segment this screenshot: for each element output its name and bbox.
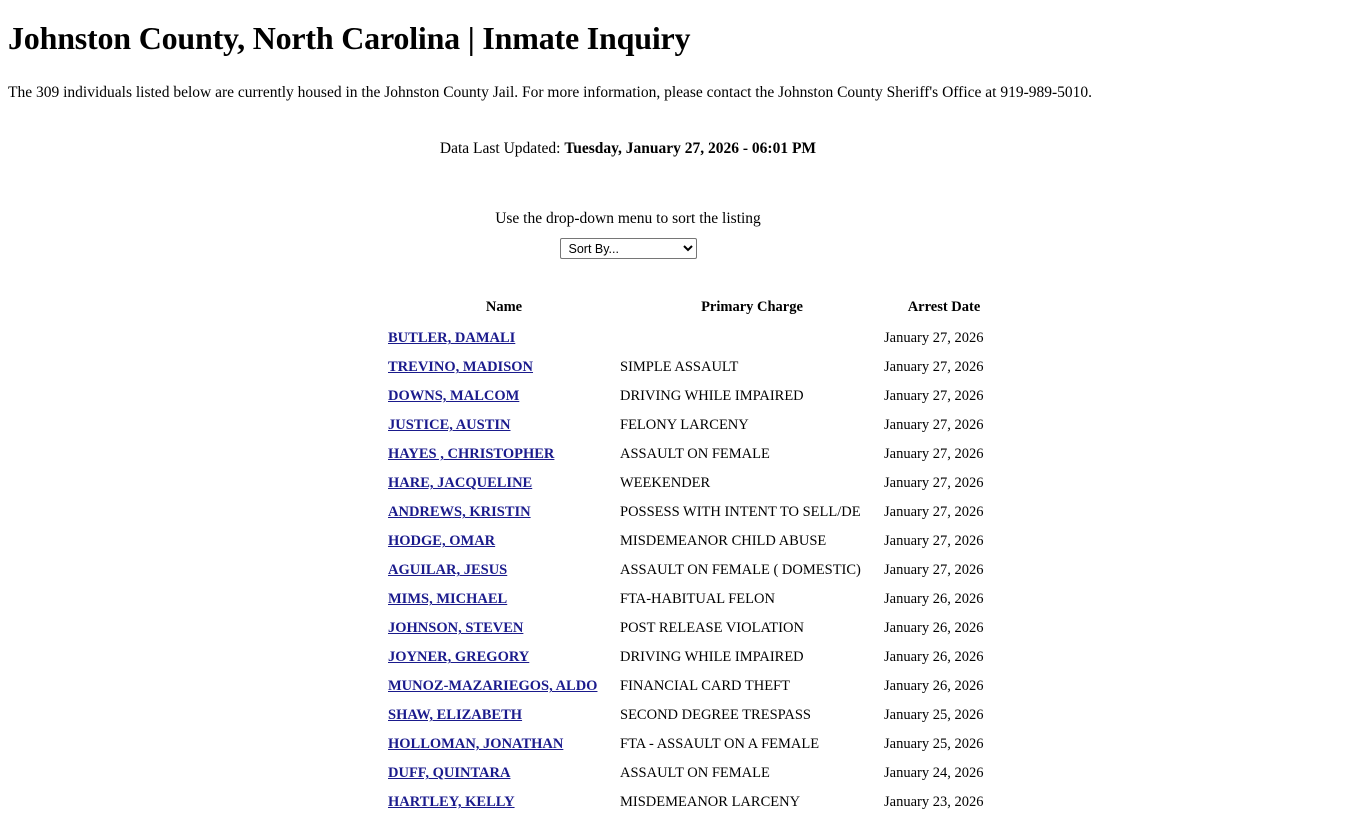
row-spacer-right bbox=[1004, 556, 1366, 585]
table-row bbox=[8, 614, 1366, 643]
cell-arrest-date: January 26, 2026 bbox=[884, 649, 984, 666]
table-row bbox=[8, 324, 1366, 353]
cell-primary-charge: DRIVING WHILE IMPAIRED bbox=[620, 649, 804, 666]
cell-primary-charge: FTA - ASSAULT ON A FEMALE bbox=[620, 736, 820, 753]
row-spacer-right bbox=[1004, 643, 1366, 672]
row-spacer-right bbox=[1004, 614, 1366, 643]
cell-inmate-name bbox=[388, 701, 620, 730]
cell-primary-charge: POST RELEASE VIOLATION bbox=[620, 620, 804, 637]
table-header-row bbox=[8, 299, 1366, 324]
data-last-updated-value: Tuesday, January 27, 2026 - 06:01 PM bbox=[564, 140, 817, 158]
inmate-table bbox=[8, 299, 1366, 817]
cell-inmate-name bbox=[388, 759, 620, 788]
inmate-table-head bbox=[8, 299, 1366, 324]
sort-hint-text: Use the drop-down menu to sort the listing bbox=[495, 210, 761, 228]
cell-primary-charge: ASSAULT ON FEMALE bbox=[620, 765, 770, 782]
cell-primary-charge: ASSAULT ON FEMALE ( DOMESTIC) bbox=[620, 562, 861, 579]
cell-arrest-date: January 26, 2026 bbox=[884, 620, 984, 637]
table-row bbox=[8, 556, 1366, 585]
row-spacer-left bbox=[8, 759, 388, 788]
table-row bbox=[8, 643, 1366, 672]
cell-primary-charge: POSSESS WITH INTENT TO SELL/DE bbox=[620, 504, 861, 521]
cell-inmate-name bbox=[388, 672, 620, 701]
inmate-name-link[interactable]: HODGE, OMAR bbox=[388, 533, 496, 550]
row-spacer-left bbox=[8, 411, 388, 440]
inmate-name-link[interactable]: HARE, JACQUELINE bbox=[388, 475, 533, 492]
row-spacer-right bbox=[1004, 411, 1366, 440]
cell-inmate-name bbox=[388, 469, 620, 498]
cell-inmate-name bbox=[388, 324, 620, 353]
row-spacer-left bbox=[8, 643, 388, 672]
row-spacer-left bbox=[8, 469, 388, 498]
cell-arrest-date: January 27, 2026 bbox=[884, 359, 984, 376]
data-last-updated bbox=[8, 140, 1358, 158]
cell-arrest-date: January 27, 2026 bbox=[884, 446, 984, 463]
intro-paragraph: The 309 individuals listed below are currently housed in the Johnston County Jail. For more information, please contact the Johnston County Sheriff's Office at 919-989-5010. bbox=[8, 83, 1093, 101]
row-spacer-right bbox=[1004, 382, 1366, 411]
row-spacer-right bbox=[1004, 469, 1366, 498]
cell-arrest-date: January 27, 2026 bbox=[884, 562, 984, 579]
inmate-name-link[interactable]: BUTLER, DAMALI bbox=[388, 330, 516, 347]
sort-by-select[interactable] bbox=[560, 238, 697, 259]
cell-arrest-date: January 25, 2026 bbox=[884, 736, 984, 753]
column-header-arrest-date: Arrest Date bbox=[907, 299, 981, 316]
cell-arrest-date: January 26, 2026 bbox=[884, 591, 984, 608]
table-row bbox=[8, 759, 1366, 788]
inmate-name-link[interactable]: SHAW, ELIZABETH bbox=[388, 707, 523, 724]
row-spacer-right bbox=[1004, 498, 1366, 527]
row-spacer-left bbox=[8, 324, 388, 353]
cell-inmate-name bbox=[388, 527, 620, 556]
cell-inmate-name bbox=[388, 614, 620, 643]
cell-arrest-date: January 25, 2026 bbox=[884, 707, 984, 724]
row-spacer-right bbox=[1004, 672, 1366, 701]
cell-primary-charge: SIMPLE ASSAULT bbox=[620, 359, 739, 376]
cell-primary-charge: ASSAULT ON FEMALE bbox=[620, 446, 770, 463]
table-row bbox=[8, 730, 1366, 759]
table-row bbox=[8, 353, 1366, 382]
row-spacer-left bbox=[8, 701, 388, 730]
row-spacer-left bbox=[8, 353, 388, 382]
table-row bbox=[8, 469, 1366, 498]
cell-arrest-date: January 27, 2026 bbox=[884, 533, 984, 550]
table-row bbox=[8, 498, 1366, 527]
cell-arrest-date: January 26, 2026 bbox=[884, 678, 984, 695]
page-title: Johnston County, North Carolina | Inmate Inquiry bbox=[8, 20, 691, 56]
row-spacer-right bbox=[1004, 527, 1366, 556]
table-row bbox=[8, 527, 1366, 556]
row-spacer-right bbox=[1004, 353, 1366, 382]
cell-primary-charge: DRIVING WHILE IMPAIRED bbox=[620, 388, 804, 405]
column-header-name: Name bbox=[485, 299, 523, 316]
cell-inmate-name bbox=[388, 585, 620, 614]
inmate-name-link[interactable]: JUSTICE, AUSTIN bbox=[388, 417, 511, 434]
row-spacer-left bbox=[8, 614, 388, 643]
row-spacer-right bbox=[1004, 730, 1366, 759]
table-row bbox=[8, 672, 1366, 701]
cell-arrest-date: January 24, 2026 bbox=[884, 765, 984, 782]
inmate-name-link[interactable]: DOWNS, MALCOM bbox=[388, 388, 520, 405]
inmate-name-link[interactable]: TREVINO, MADISON bbox=[388, 359, 534, 376]
cell-arrest-date: January 27, 2026 bbox=[884, 330, 984, 347]
row-spacer-left bbox=[8, 382, 388, 411]
cell-primary-charge: FINANCIAL CARD THEFT bbox=[620, 678, 790, 695]
table-row bbox=[8, 440, 1366, 469]
header-spacer-left bbox=[8, 299, 388, 324]
row-spacer-right bbox=[1004, 324, 1366, 353]
cell-primary-charge: WEEKENDER bbox=[620, 475, 711, 492]
sort-select-container bbox=[8, 238, 1358, 259]
inmate-name-link[interactable]: HOLLOMAN, JONATHAN bbox=[388, 736, 564, 753]
row-spacer-left bbox=[8, 730, 388, 759]
table-row bbox=[8, 701, 1366, 730]
cell-inmate-name bbox=[388, 440, 620, 469]
inmate-name-link[interactable]: ANDREWS, KRISTIN bbox=[388, 504, 531, 521]
row-spacer-left bbox=[8, 556, 388, 585]
row-spacer-right bbox=[1004, 701, 1366, 730]
column-header-primary-charge: Primary Charge bbox=[701, 299, 803, 316]
inmate-table-body bbox=[8, 324, 1366, 817]
data-last-updated-label: Data Last Updated: bbox=[439, 140, 561, 158]
inmate-name-link[interactable]: HARTLEY, KELLY bbox=[388, 794, 515, 811]
table-row bbox=[8, 585, 1366, 614]
cell-arrest-date: January 27, 2026 bbox=[884, 417, 984, 434]
table-row bbox=[8, 411, 1366, 440]
cell-primary-charge: SECOND DEGREE TRESPASS bbox=[620, 707, 811, 724]
cell-primary-charge bbox=[620, 324, 884, 353]
inmate-name-link[interactable]: MUNOZ-MAZARIEGOS, ALDO bbox=[388, 678, 598, 695]
inmate-name-link[interactable]: HAYES , CHRISTOPHER bbox=[388, 446, 555, 463]
header-spacer-right bbox=[1004, 299, 1366, 324]
cell-primary-charge: MISDEMEANOR CHILD ABUSE bbox=[620, 533, 827, 550]
cell-inmate-name bbox=[388, 643, 620, 672]
cell-inmate-name bbox=[388, 353, 620, 382]
cell-arrest-date: January 27, 2026 bbox=[884, 388, 984, 405]
inmate-name-link[interactable]: MIMS, MICHAEL bbox=[388, 591, 508, 608]
cell-inmate-name bbox=[388, 730, 620, 759]
cell-arrest-date: January 27, 2026 bbox=[884, 475, 984, 492]
cell-inmate-name bbox=[388, 382, 620, 411]
cell-primary-charge: MISDEMEANOR LARCENY bbox=[620, 794, 801, 811]
inmate-name-link[interactable]: JOHNSON, STEVEN bbox=[388, 620, 524, 637]
cell-inmate-name bbox=[388, 556, 620, 585]
cell-inmate-name bbox=[388, 498, 620, 527]
cell-inmate-name bbox=[388, 411, 620, 440]
row-spacer-left bbox=[8, 498, 388, 527]
row-spacer-left bbox=[8, 527, 388, 556]
row-spacer-left bbox=[8, 672, 388, 701]
table-row bbox=[8, 788, 1366, 817]
cell-arrest-date: January 27, 2026 bbox=[884, 504, 984, 521]
row-spacer-left bbox=[8, 440, 388, 469]
cell-primary-charge: FTA-HABITUAL FELON bbox=[620, 591, 775, 608]
row-spacer-right bbox=[1004, 440, 1366, 469]
row-spacer-right bbox=[1004, 585, 1366, 614]
cell-arrest-date: January 23, 2026 bbox=[884, 794, 984, 811]
cell-inmate-name bbox=[388, 788, 620, 817]
cell-primary-charge: FELONY LARCENY bbox=[620, 417, 749, 434]
row-spacer-right bbox=[1004, 788, 1366, 817]
inmate-name-link[interactable]: DUFF, QUINTARA bbox=[388, 765, 511, 782]
row-spacer-left bbox=[8, 585, 388, 614]
row-spacer-right bbox=[1004, 759, 1366, 788]
inmate-name-link[interactable]: AGUILAR, JESUS bbox=[388, 562, 508, 579]
table-row bbox=[8, 382, 1366, 411]
row-spacer-left bbox=[8, 788, 388, 817]
inmate-name-link[interactable]: JOYNER, GREGORY bbox=[388, 649, 530, 666]
